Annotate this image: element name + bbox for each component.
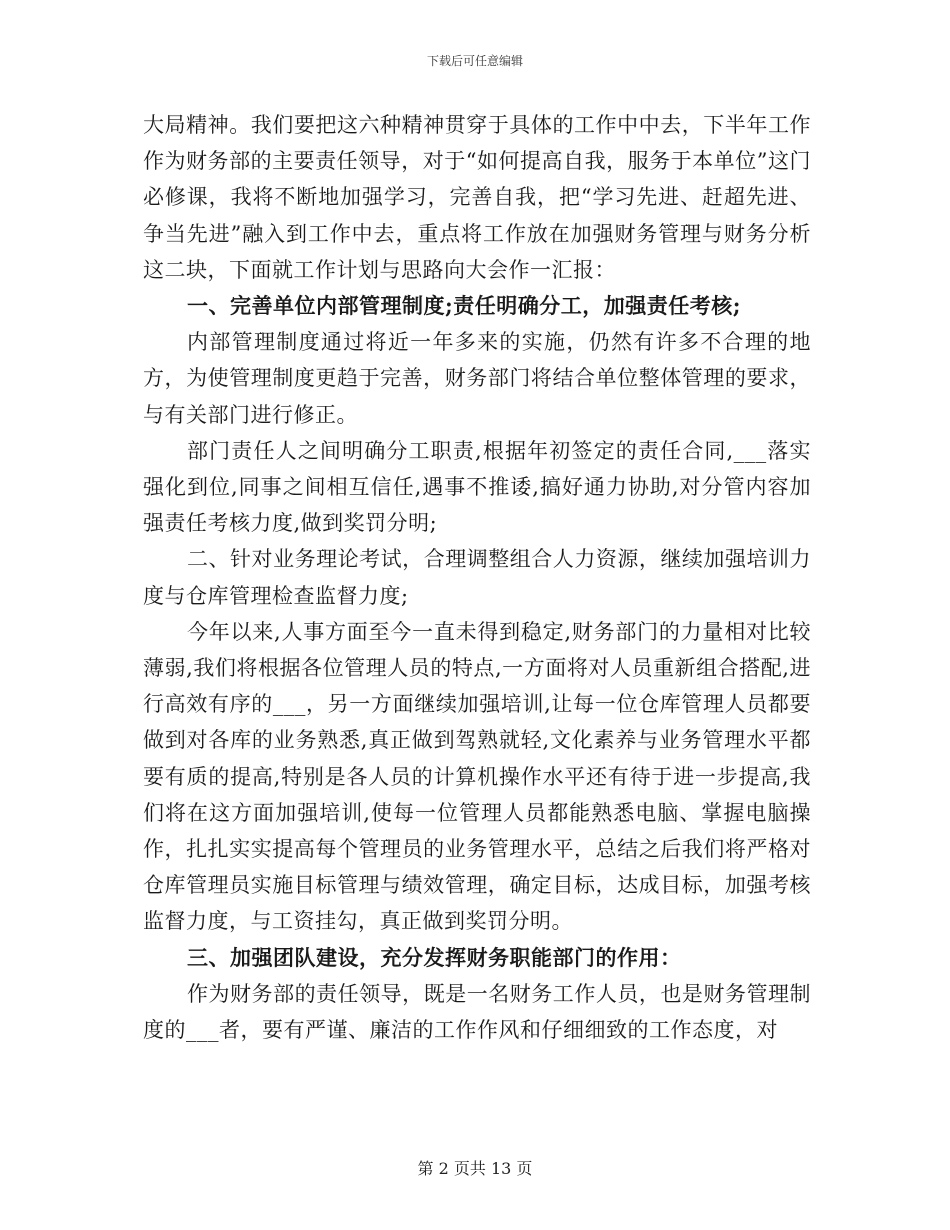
paragraph-continuation: 大局精神。我们要把这六种精神贯穿于具体的工作中中去，下半年工作作为财务部的主要责任领导，对于“如何提高自我，服务于本单位”这门必修课，我将不断地加强学习，完善自我，把“学习先进、赶超先进、争当先进”融入到工作中去，重点将工作放在加强财务管理与财务分析这二块，下面就工作计划与思路向大会作一汇报： [143,113,811,282]
section-heading-3: 三、加强团队建设，充分发挥财务职能部门的作用： [187,944,682,970]
paragraph: 内部管理制度通过将近一年多来的实施，仍然有许多不合理的地方，为使管理制度更趋于完善，财务部门将结合单位整体管理的要求，与有关部门进行修正。 [143,330,811,427]
paragraph: 作为财务部的责任领导，既是一名财务工作人员，也是财务管理制度的___者，要有严谨、廉洁的工作作风和仔细细致的工作态度，对 [143,981,811,1043]
paragraph: 今年以来,人事方面至今一直未得到稳定,财务部门的力量相对比较薄弱,我们将根据各位管理人员的特点,一方面将对人员重新组合搭配,进行高效有序的___，另一方面继续加强培训,让每一位仓库管理人员都要做到对各库的业务熟悉,真正做到驾熟就轻,文化素养与业务管理水平都要有质的提高,特别是各人员的计算机操作水平还有待于进一步提高,我们将在这方面加强培训,使每一位管理人员都能熟悉电脑、掌握电脑操作，扎扎实实提高每个管理员的业务管理水平，总结之后我们将严格对仓库管理员实施目标管理与绩效管理，确定目标，达成目标，加强考核监督力度，与工资挂勾，真正做到奖罚分明。 [143,619,811,934]
document-body [143,107,811,1048]
section-heading-1: 一、完善单位内部管理制度;责任明确分工，加强责任考核; [187,293,742,319]
page-footer: 第 2 页共 13 页 [417,1159,533,1178]
paragraph: 部门责任人之间明确分工职责,根据年初签定的责任合同,___落实强化到位,同事之间相互信任,遇事不推诿,搞好通力协助,对分管内容加强责任考核力度,做到奖罚分明; [143,438,811,536]
page-header: 下载后可任意编辑 [426,54,523,68]
section-heading-2: 二、针对业务理论考试，合理调整组合人力资源，继续加强培训力度与仓库管理检查监督力度; [143,547,811,608]
